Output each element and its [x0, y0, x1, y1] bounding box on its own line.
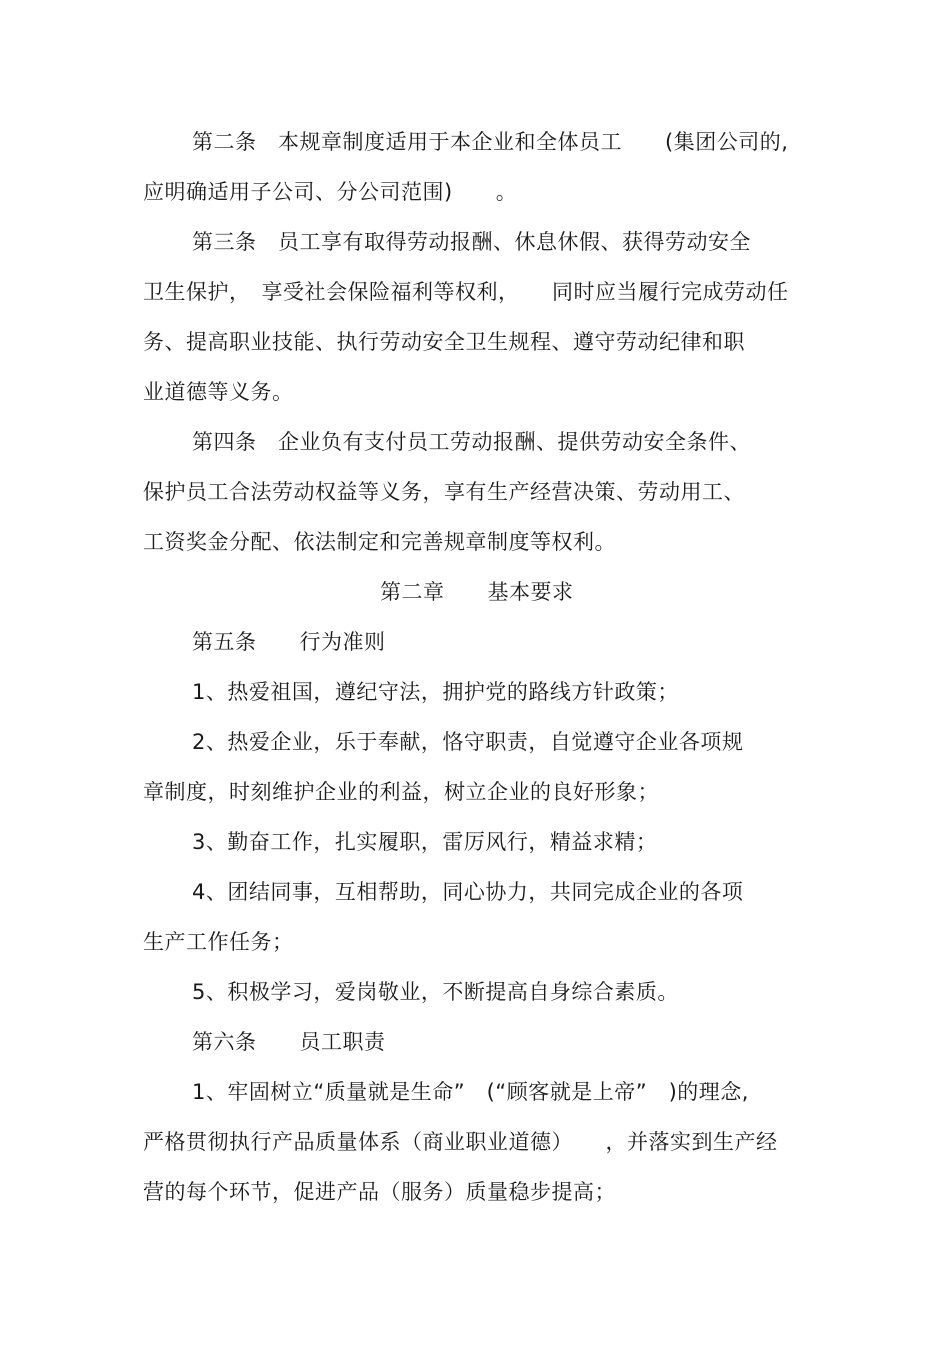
article-2-line-1: 第二条 本规章制度适用于本企业和全体员工 (集团公司的,: [192, 130, 789, 154]
article-3-line-3: 务、提高职业技能、执行劳动安全卫生规程、遵守劳动纪律和职: [143, 330, 745, 354]
article-5-item-2-line-2: 章制度，时刻维护企业的利益，树立企业的良好形象；: [143, 780, 659, 804]
article-5-item-4-line-2: 生产工作任务；: [143, 930, 294, 954]
article-6-item-1-line-1: 1、牢固树立“质量就是生命” (“顾客就是上帝” )的理念,: [192, 1080, 749, 1104]
article-5-item-4-line-1: 4、团结同事，互相帮助，同心协力，共同完成企业的各项: [192, 880, 744, 904]
article-2-line-2: 应明确适用子公司、分公司范围) 。: [143, 180, 518, 204]
article-5-item-2-line-1: 2、热爱企业，乐于奉献，恪守职责，自觉遵守企业各项规: [192, 730, 744, 754]
article-5-item-3: 3、勤奋工作，扎实履职，雷厉风行，精益求精；: [192, 830, 658, 854]
article-4-line-3: 工资奖金分配、依法制定和完善规章制度等权利。: [143, 530, 616, 554]
article-6-item-1-line-3: 营的每个环节，促进产品（服务）质量稳步提高；: [143, 1180, 616, 1204]
chapter-2-heading: 第二章 基本要求: [380, 580, 574, 604]
article-3-line-2: 卫生保护， 享受社会保险福利等权利， 同时应当履行完成劳动任: [143, 280, 789, 304]
article-4-line-1: 第四条 企业负有支付员工劳动报酬、提供劳动安全条件、: [192, 430, 751, 454]
article-5-heading: 第五条 行为准则: [192, 630, 386, 654]
article-3-line-4: 业道德等义务。: [143, 380, 294, 404]
article-6-item-1-line-2: 严格贯彻执行产品质量体系（商业职业道德） ，并落实到生产经: [143, 1130, 778, 1154]
article-3-line-1: 第三条 员工享有取得劳动报酬、休息休假、获得劳动安全: [192, 230, 751, 254]
article-5-item-1: 1、热爱祖国，遵纪守法，拥护党的路线方针政策；: [192, 680, 679, 704]
article-5-item-5: 5、积极学习，爱岗敬业，不断提高自身综合素质。: [192, 980, 679, 1004]
article-4-line-2: 保护员工合法劳动权益等义务，享有生产经营决策、劳动用工、: [143, 480, 745, 504]
article-6-heading: 第六条 员工职责: [192, 1030, 386, 1054]
